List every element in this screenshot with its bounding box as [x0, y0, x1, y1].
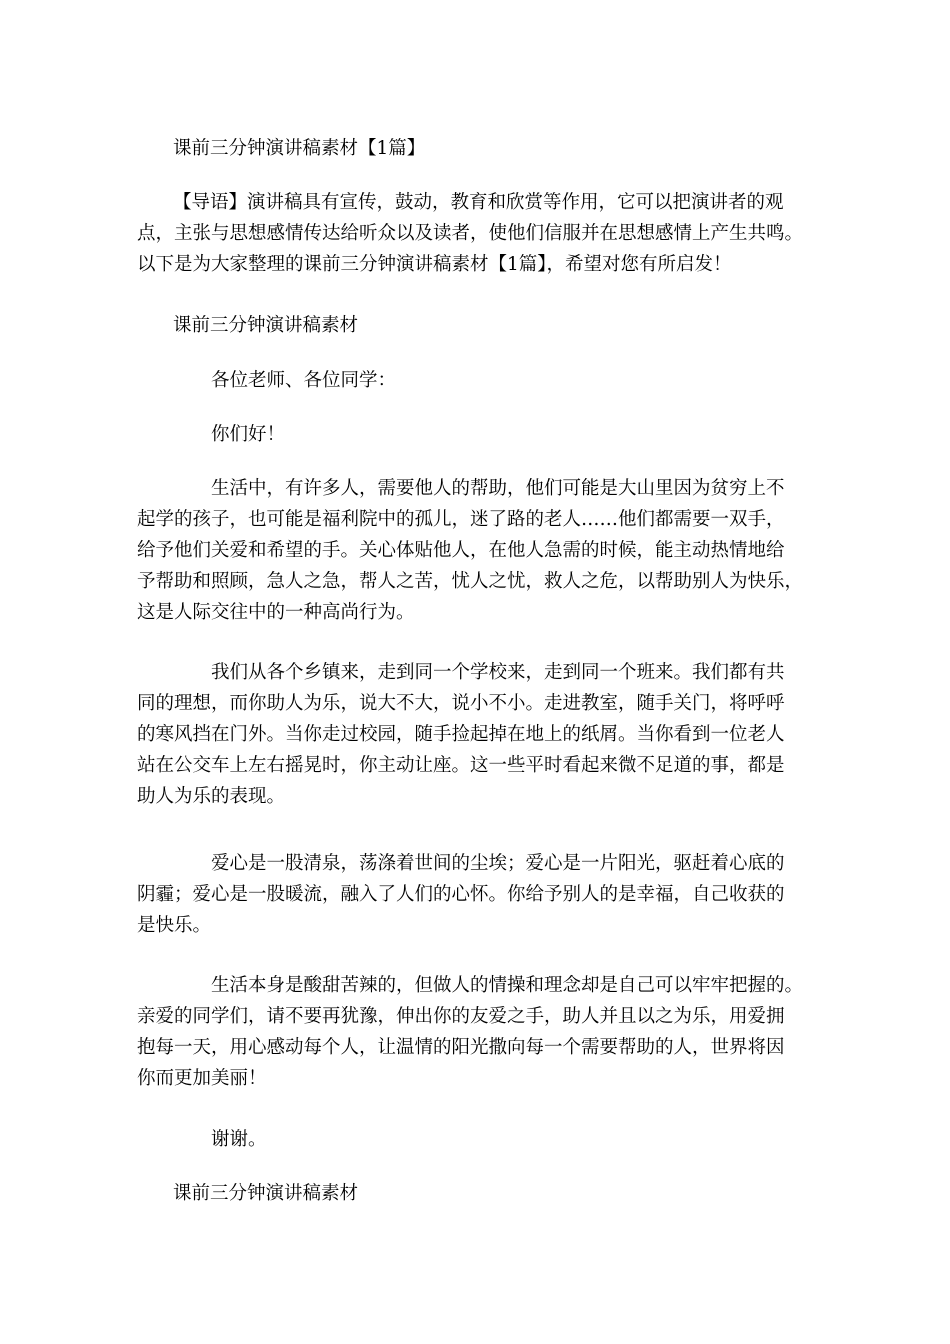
body-paragraph-2: 我们从各个乡镇来，走到同一个学校来，走到同一个班来。我们都有共 同的理想，而你助人为乐，说大不大，说小不小。走进教室，随手关门，将呼呼 的寒风挡在门外。当你走过校园，随手捡起掉在地上的纸屑。当你看到一位老人 站在公交车上左右摇晃时，你主动让座。这一些平时看起来微不足道的事，都是 助人为乐的表现。 — [137, 662, 785, 807]
salutation: 各位老师、各位同学： — [211, 370, 397, 391]
intro-paragraph: 【导语】演讲稿具有宣传，鼓动，教育和欣赏等作用，它可以把演讲者的观 点，主张与思想感情传达给听众以及读者，使他们信服并在思想感情上产生共鸣。 以下是为大家整理的课前三分钟演讲稿素材【1篇】，希望对您有所启发！ — [137, 192, 804, 275]
greeting: 你们好！ — [211, 424, 286, 445]
section-heading: 课前三分钟演讲稿素材 — [173, 315, 359, 336]
body-paragraph-3: 爱心是一股清泉，荡涤着世间的尘埃；爱心是一片阳光，驱赶着心底的 阴霾；爱心是一股暖流，融入了人们的心怀。你给予别人的是幸福，自己收获的 是快乐。 — [137, 853, 785, 936]
body-paragraph-1: 生活中，有许多人，需要他人的帮助，他们可能是大山里因为贫穷上不 起学的孩子，也可能是福利院中的孤儿，迷了路的老人……他们都需要一双手， 给予他们关爱和希望的手。关心体贴他人，在他人急需的时候，能主动热情地给 予帮助和照顾，急人之急，帮人之苦，忧人之忧，救人之危，以帮助别人为快乐， 这是人际交往中的一种高尚行为。 — [137, 478, 804, 623]
closing: 谢谢。 — [211, 1129, 267, 1150]
section-heading-2: 课前三分钟演讲稿素材 — [173, 1183, 359, 1204]
body-paragraph-4: 生活本身是酸甜苦辣的，但做人的情操和理念却是自己可以牢牢把握的。 亲爱的同学们，请不要再犹豫，伸出你的友爱之手，助人并且以之为乐，用爱拥 抱每一天，用心感动每个人，让温情的阳光撒向每一个需要帮助的人，世界将因 你而更加美丽！ — [137, 975, 804, 1089]
document-title: 课前三分钟演讲稿素材【1篇】 — [173, 138, 426, 159]
